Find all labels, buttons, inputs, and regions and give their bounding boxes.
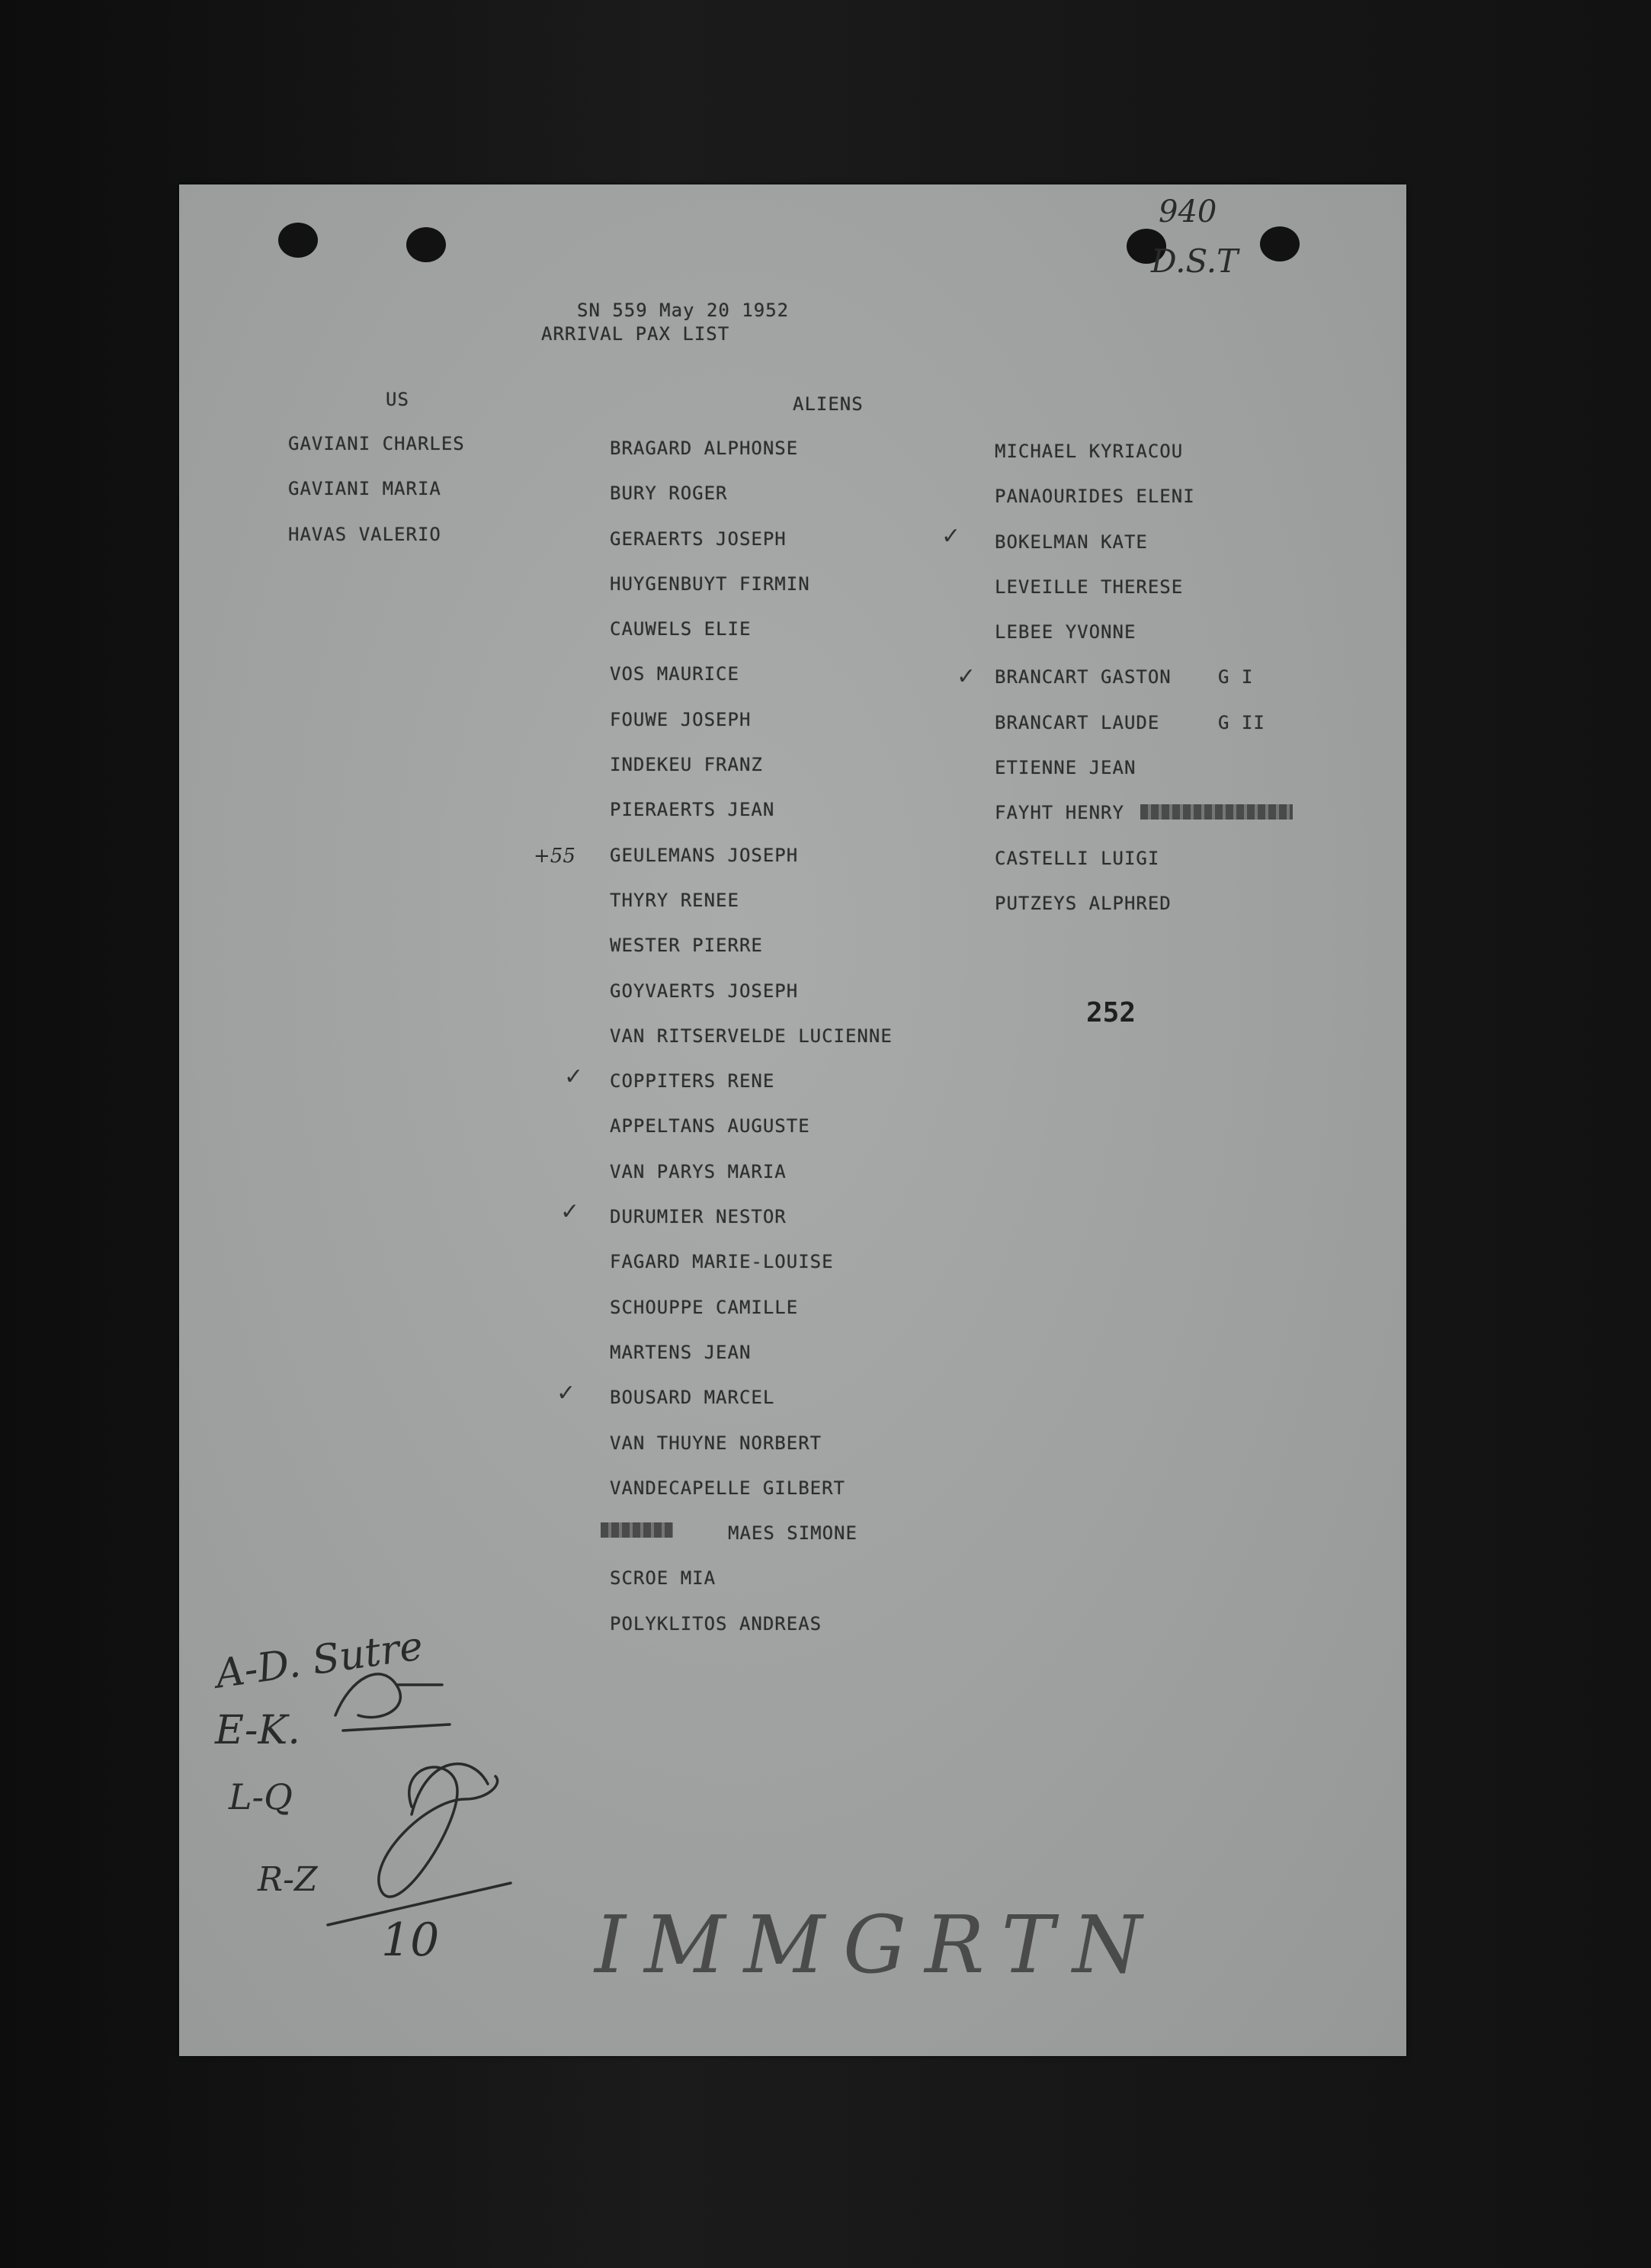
list-item: LEBEE YVONNE: [995, 621, 1136, 643]
list-item: GEULEMANS JOSEPH: [610, 844, 799, 866]
group-tag: G II: [1218, 712, 1265, 733]
list-item: FAYHT HENRY: [995, 802, 1124, 824]
list-item: COPPITERS RENE: [610, 1070, 775, 1092]
check-mark: ✓: [957, 663, 976, 690]
check-mark: ✓: [556, 1380, 576, 1407]
check-mark: ✓: [941, 523, 961, 550]
us-column-heading: US: [386, 389, 409, 410]
list-item: SCROE MIA: [610, 1567, 717, 1590]
list-item: HAVAS VALERIO: [288, 523, 441, 545]
aliens-column-heading: ALIENS: [793, 393, 864, 415]
list-item: MAES SIMONE: [728, 1522, 858, 1545]
list-item: SCHOUPPE CAMILLE: [610, 1296, 799, 1318]
list-item: MICHAEL KYRIACOU: [995, 441, 1184, 462]
handwritten-dst-note: D.S.T: [1151, 242, 1239, 280]
handwritten-initials-a-d: A-D. Sutre: [213, 1623, 426, 1698]
list-item: BRAGARD ALPHONSE: [610, 438, 799, 459]
check-mark: ✓: [564, 1063, 584, 1090]
list-item: THYRY RENEE: [610, 889, 739, 911]
handwritten-initials-l-q: L-Q: [229, 1776, 293, 1817]
list-item: VAN RITSERVELDE LUCIENNE: [610, 1025, 893, 1047]
check-mark: ✓: [560, 1198, 580, 1225]
list-item: PANAOURIDES ELENI: [995, 486, 1195, 508]
total-count: 252: [1086, 997, 1136, 1028]
list-item: BURY ROGER: [610, 483, 728, 505]
list-item: VAN PARYS MARIA: [610, 1160, 787, 1182]
handwritten-initials-e-k: E-K.: [215, 1708, 300, 1753]
list-item: LEVEILLE THERESE: [995, 576, 1184, 598]
list-item: HUYGENBUYT FIRMIN: [610, 573, 810, 595]
list-item: CAUWELS ELIE: [610, 618, 752, 640]
list-item: CASTELLI LUIGI: [995, 847, 1160, 869]
list-item: FOUWE JOSEPH: [610, 708, 752, 730]
list-item: VAN THUYNE NORBERT: [610, 1432, 822, 1454]
list-item: BOUSARD MARCEL: [610, 1387, 775, 1409]
list-item: INDEKEU FRANZ: [610, 754, 763, 776]
list-item: BOKELMAN KATE: [995, 531, 1148, 553]
header-list-title: ARRIVAL PAX LIST: [541, 323, 730, 345]
handwritten-immgrtn-note: IMMGRTN: [595, 1898, 1160, 1991]
handwritten-margin-note: +55: [534, 845, 575, 868]
list-item: WESTER PIERRE: [610, 935, 763, 957]
list-item: GOYVAERTS JOSEPH: [610, 980, 799, 1002]
list-item: BRANCART GASTON: [995, 666, 1172, 688]
list-item: POLYKLITOS ANDREAS: [610, 1612, 822, 1634]
list-item: PUTZEYS ALPHRED: [995, 892, 1172, 914]
list-item: APPELTANS AUGUSTE: [610, 1115, 810, 1137]
list-item: FAGARD MARIE-LOUISE: [610, 1251, 834, 1273]
list-item: BRANCART LAUDE: [995, 711, 1160, 733]
list-item: GAVIANI CHARLES: [288, 433, 465, 454]
handwritten-bottom-digit: 10: [381, 1914, 440, 1967]
header-ship-date: SN 559 May 20 1952: [577, 300, 790, 321]
group-tag: G I: [1218, 666, 1254, 688]
list-item: PIERAERTS JEAN: [610, 799, 775, 821]
list-item: VANDECAPELLE GILBERT: [610, 1477, 845, 1499]
list-item: VOS MAURICE: [610, 663, 739, 685]
list-item: MARTENS JEAN: [610, 1341, 752, 1363]
handwritten-page-number: 940: [1159, 194, 1217, 229]
list-item: GAVIANI MARIA: [288, 478, 441, 500]
list-item: DURUMIER NESTOR: [610, 1206, 787, 1228]
list-item: GERAERTS JOSEPH: [610, 528, 787, 550]
list-item: ETIENNE JEAN: [995, 757, 1136, 779]
handwritten-initials-r-z: R-Z: [258, 1860, 318, 1899]
